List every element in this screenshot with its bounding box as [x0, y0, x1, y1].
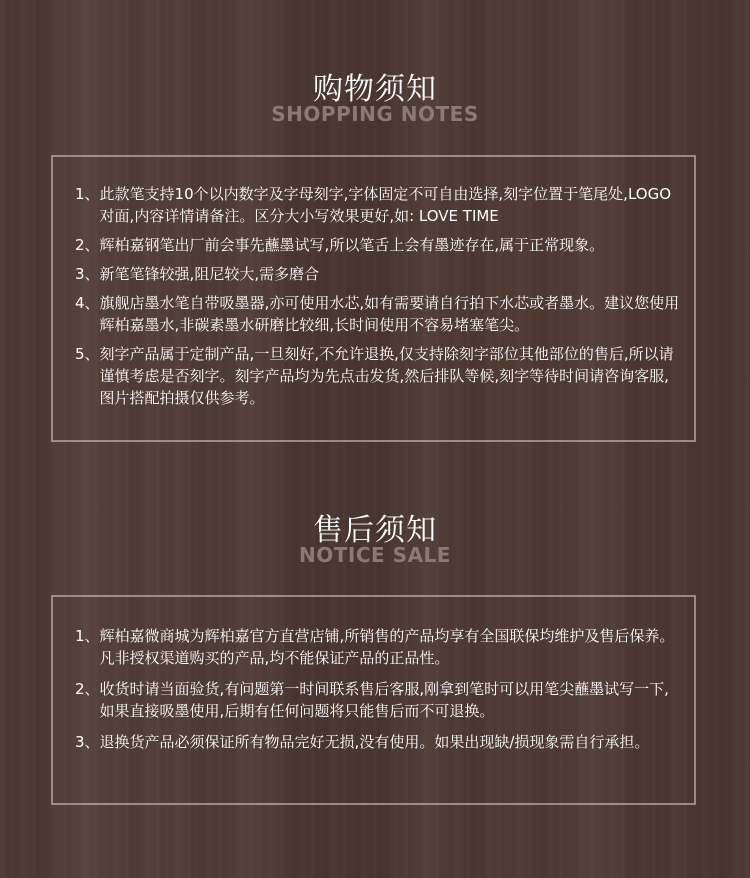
note-number: 2、: [75, 236, 100, 254]
note-text: 旗舰店墨水笔自带吸墨器,亦可使用水芯,如有需要请自行拍下水芯或者墨水。建议您使用辉柏嘉墨水,非碳素墨水研磨比较细,长时间使用不容易堵塞笔尖。: [99, 294, 680, 334]
note-number: 3、: [75, 733, 100, 751]
sale-notice-subtitle: NOTICE SALE: [299, 543, 451, 567]
shopping-notes-title: 购物须知: [313, 72, 437, 107]
note-number: 1、: [75, 627, 100, 645]
shopping-notes-subtitle: SHOPPING NOTES: [271, 102, 479, 126]
note-text: 辉柏嘉钢笔出厂前会事先蘸墨试写,所以笔舌上会有墨迹存在,属于正常现象。: [99, 236, 605, 254]
sale-notice-box: [51, 595, 696, 805]
shopping-note-item: [75, 183, 680, 227]
note-text: 辉柏嘉微商城为辉柏嘉官方直营店铺,所销售的产品均享有全国联保均维护及售后保养。凡非授权渠道购买的产品,均不能保证产品的正品性。: [99, 627, 675, 667]
note-text: 刻字产品属于定制产品,一旦刻好,不允许退换,仅支持除刻字部位其他部位的售后,所以请谨慎考虑是否刻字。刻字产品均为先点击发货,然后排队等候,刻字等待时间请咨询客服,图片搭配拍摄仅供参考。: [99, 345, 674, 407]
note-number: 5、: [75, 345, 100, 363]
shopping-notes-list: [75, 183, 680, 416]
shopping-note-item: [75, 292, 680, 336]
shopping-notes-box: [51, 155, 696, 442]
note-number: 4、: [75, 294, 100, 312]
sale-notice-list: [75, 625, 680, 762]
shopping-note-item: [75, 343, 680, 409]
note-number: 2、: [75, 680, 100, 698]
note-text: 新笔笔锋较强,阻尼较大,需多磨合: [99, 265, 320, 283]
sale-note-item: [75, 625, 680, 669]
sale-note-item: [75, 678, 680, 722]
shopping-note-item: [75, 234, 680, 256]
note-number: 3、: [75, 265, 100, 283]
sale-note-item: [75, 731, 680, 753]
shopping-note-item: [75, 263, 680, 285]
note-text: 退换货产品必须保证所有物品完好无损,没有使用。如果出现缺/损现象需自行承担。: [99, 733, 650, 751]
sale-notice-title: 售后须知: [313, 513, 437, 548]
note-number: 1、: [75, 185, 100, 203]
note-text: 收货时请当面验货,有问题第一时间联系售后客服,刚拿到笔时可以用笔尖蘸墨试写一下,如果直接吸墨使用,后期有任何问题将只能售后而不可退换。: [99, 680, 669, 720]
note-text: 此款笔支持10个以内数字及字母刻字,字体固定不可自由选择,刻字位置于笔尾处,LOGO对面,内容详情请备注。区分大小写效果更好,如: LOVE TIME: [99, 185, 672, 225]
